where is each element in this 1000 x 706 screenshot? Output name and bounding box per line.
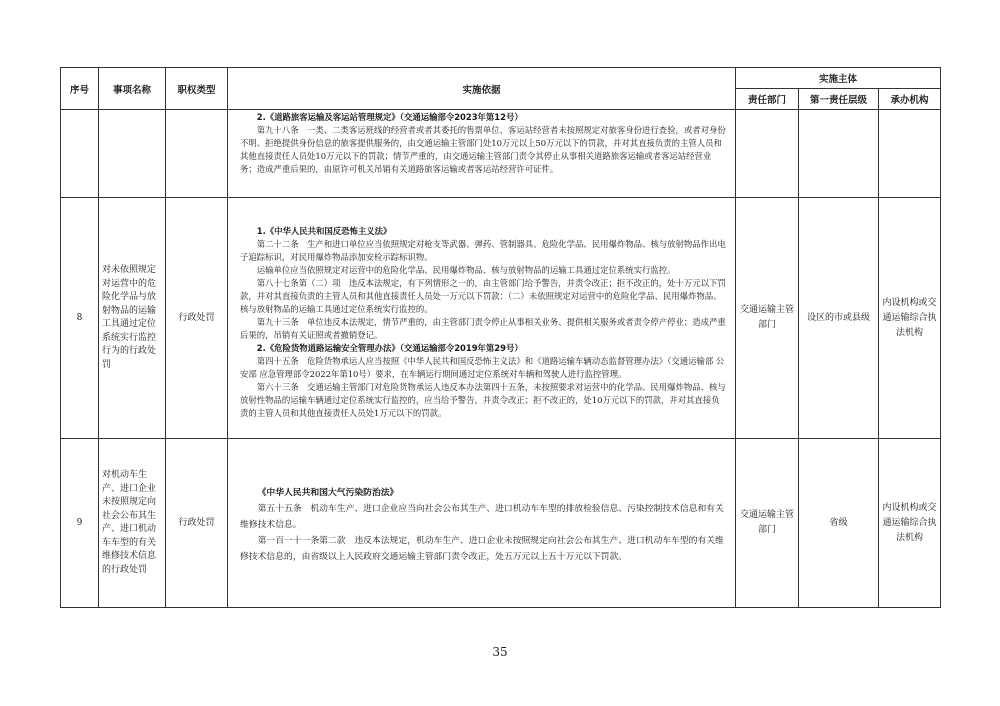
article-text: 第二十二条 生产和进口单位应当依照规定对枪支等武器、弹药、管制器具、危险化学品、民用爆炸物品、核与放射物品作出电子追踪标识，对民用爆炸物品添加安检示踪标识物。: [240, 239, 726, 262]
article-text: 第九十三条 单位违反本法规定，情节严重的，由主管部门责令停止从事相关业务、提供相关服务或者责令停产停业；造成严重后果的，吊销有关证照或者撤销登记。: [240, 317, 726, 340]
page-number: 35: [492, 645, 508, 659]
article-text: 第五十五条 机动车生产、进口企业应当向社会公布其生产、进口机动车车型的排放检验信息、污染控制技术信息和有关维修技术信息。: [240, 504, 724, 530]
seq-cell: 9: [61, 439, 99, 608]
law-title: 2.《危险货物道路运输安全管理办法》（交通运输部令2019年第29号）: [256, 343, 523, 353]
article-text: 运输单位应当依照规定对运营中的危险化学品、民用爆炸物品、核与放射物品的运输工具通过定位系统实行监控。: [256, 265, 676, 275]
agency-cell: 内设机构或交通运输综合执法机构: [879, 198, 941, 439]
article-text: 第四十五条 危险货物承运人应当按照《中华人民共和国反恐怖主义法》和《道路运输车辆动态监督管理办法》（交通运输部 公安部 应急管理部令2022年第10号）要求，在车辆运行期间通过定位系统对车辆和驾驶人进行监控管理。: [240, 356, 725, 379]
article-text: 第九十八条 一类、二类客运班线的经营者或者其委托的售票单位、客运站经营者未按照规定对旅客身份进行查验，或者对身份不明、拒绝提供身份信息的旅客提供服务的，由交通运输主管部门处10万元以上50万元以下的罚款，并对其直接负责的主管人员和其他直接责任人员处10万元以下的罚款；情节严重的，由交通运输主管部门责令其停止从事相关道路旅客运输或者客运站经营业务；造成严重后果的，由原许可机关吊销有关道路旅客运输或者客运站经营许可证件。: [240, 125, 726, 174]
header-power-type: 职权类型: [166, 68, 228, 110]
header-item-name: 事项名称: [99, 68, 166, 110]
table-row-continuation: [61, 110, 941, 198]
law-title: 2.《道路旅客运输及客运站管理规定》（交通运输部令2023年第12号）: [256, 112, 523, 122]
dept-cell: 交通运输主管部门: [736, 439, 799, 608]
law-title: 《中华人民共和国大气污染防治法》: [257, 488, 399, 498]
power-type-cell: 行政处罚: [166, 439, 228, 608]
table-row: [61, 198, 941, 439]
header-dept: 责任部门: [736, 89, 799, 110]
level-cell: 省级: [799, 439, 879, 608]
level-cell: 设区的市或县级: [799, 198, 879, 439]
article-text: 第六十三条 交通运输主管部门对危险货物承运人违反本办法第四十五条，未按照要求对运营中的化学品、民用爆炸物品、核与放射性物品的运输车辆通过定位系统实行监控的，应当给予警告，并责令改正；拒不改正的，处10万元以下的罚款，并对其直接负责的主管人员和其他直接责任人员处1万元以下的罚款。: [240, 382, 726, 418]
agency-cell: 内设机构或交通运输综合执法机构: [879, 439, 941, 608]
enforcement-table: [60, 67, 941, 608]
header-row-top: [61, 68, 941, 89]
basis-cell: [228, 439, 736, 608]
header-basis: 实施依据: [228, 68, 736, 110]
header-seq: 序号: [61, 68, 99, 110]
power-type-cell: 行政处罚: [166, 198, 228, 439]
header-subject: 实施主体: [736, 68, 941, 89]
item-name-cell: 对机动车生产、进口企业未按照规定向社会公布其生产、进口机动车车型的有关维修技术信息的行政处罚: [99, 439, 166, 608]
article-text: 第八十七条第（二）项 违反本法规定，有下列情形之一的，由主管部门给予警告，并责令改正；拒不改正的，处十万元以下罚款，并对其直接负责的主管人员和其他直接责任人员处一万元以下罚款：（二）未依照规定对运营中的危险化学品、民用爆炸物品、核与放射物品的运输工具通过定位系统实行监控的。: [240, 278, 726, 314]
header-agency: 承办机构: [879, 89, 941, 110]
law-title: 1.《中华人民共和国反恐怖主义法》: [256, 226, 392, 236]
seq-cell: 8: [61, 198, 99, 439]
basis-cell: [228, 110, 736, 198]
dept-cell: 交通运输主管部门: [736, 198, 799, 439]
item-name-cell: 对未依照规定对运营中的危险化学品与放射物品的运输工具通过定位系统实行监控行为的行政处罚: [99, 198, 166, 439]
table-row: [61, 439, 941, 608]
header-level: 第一责任层级: [799, 89, 879, 110]
basis-cell: [228, 198, 736, 439]
article-text: 第一百一十一条第二款 违反本法规定，机动车生产、进口企业未按照规定向社会公布其生产、进口机动车车型的有关维修技术信息的，由省级以上人民政府交通运输主管部门责令改正，处五万元以上五十万元以下罚款。: [240, 536, 724, 562]
